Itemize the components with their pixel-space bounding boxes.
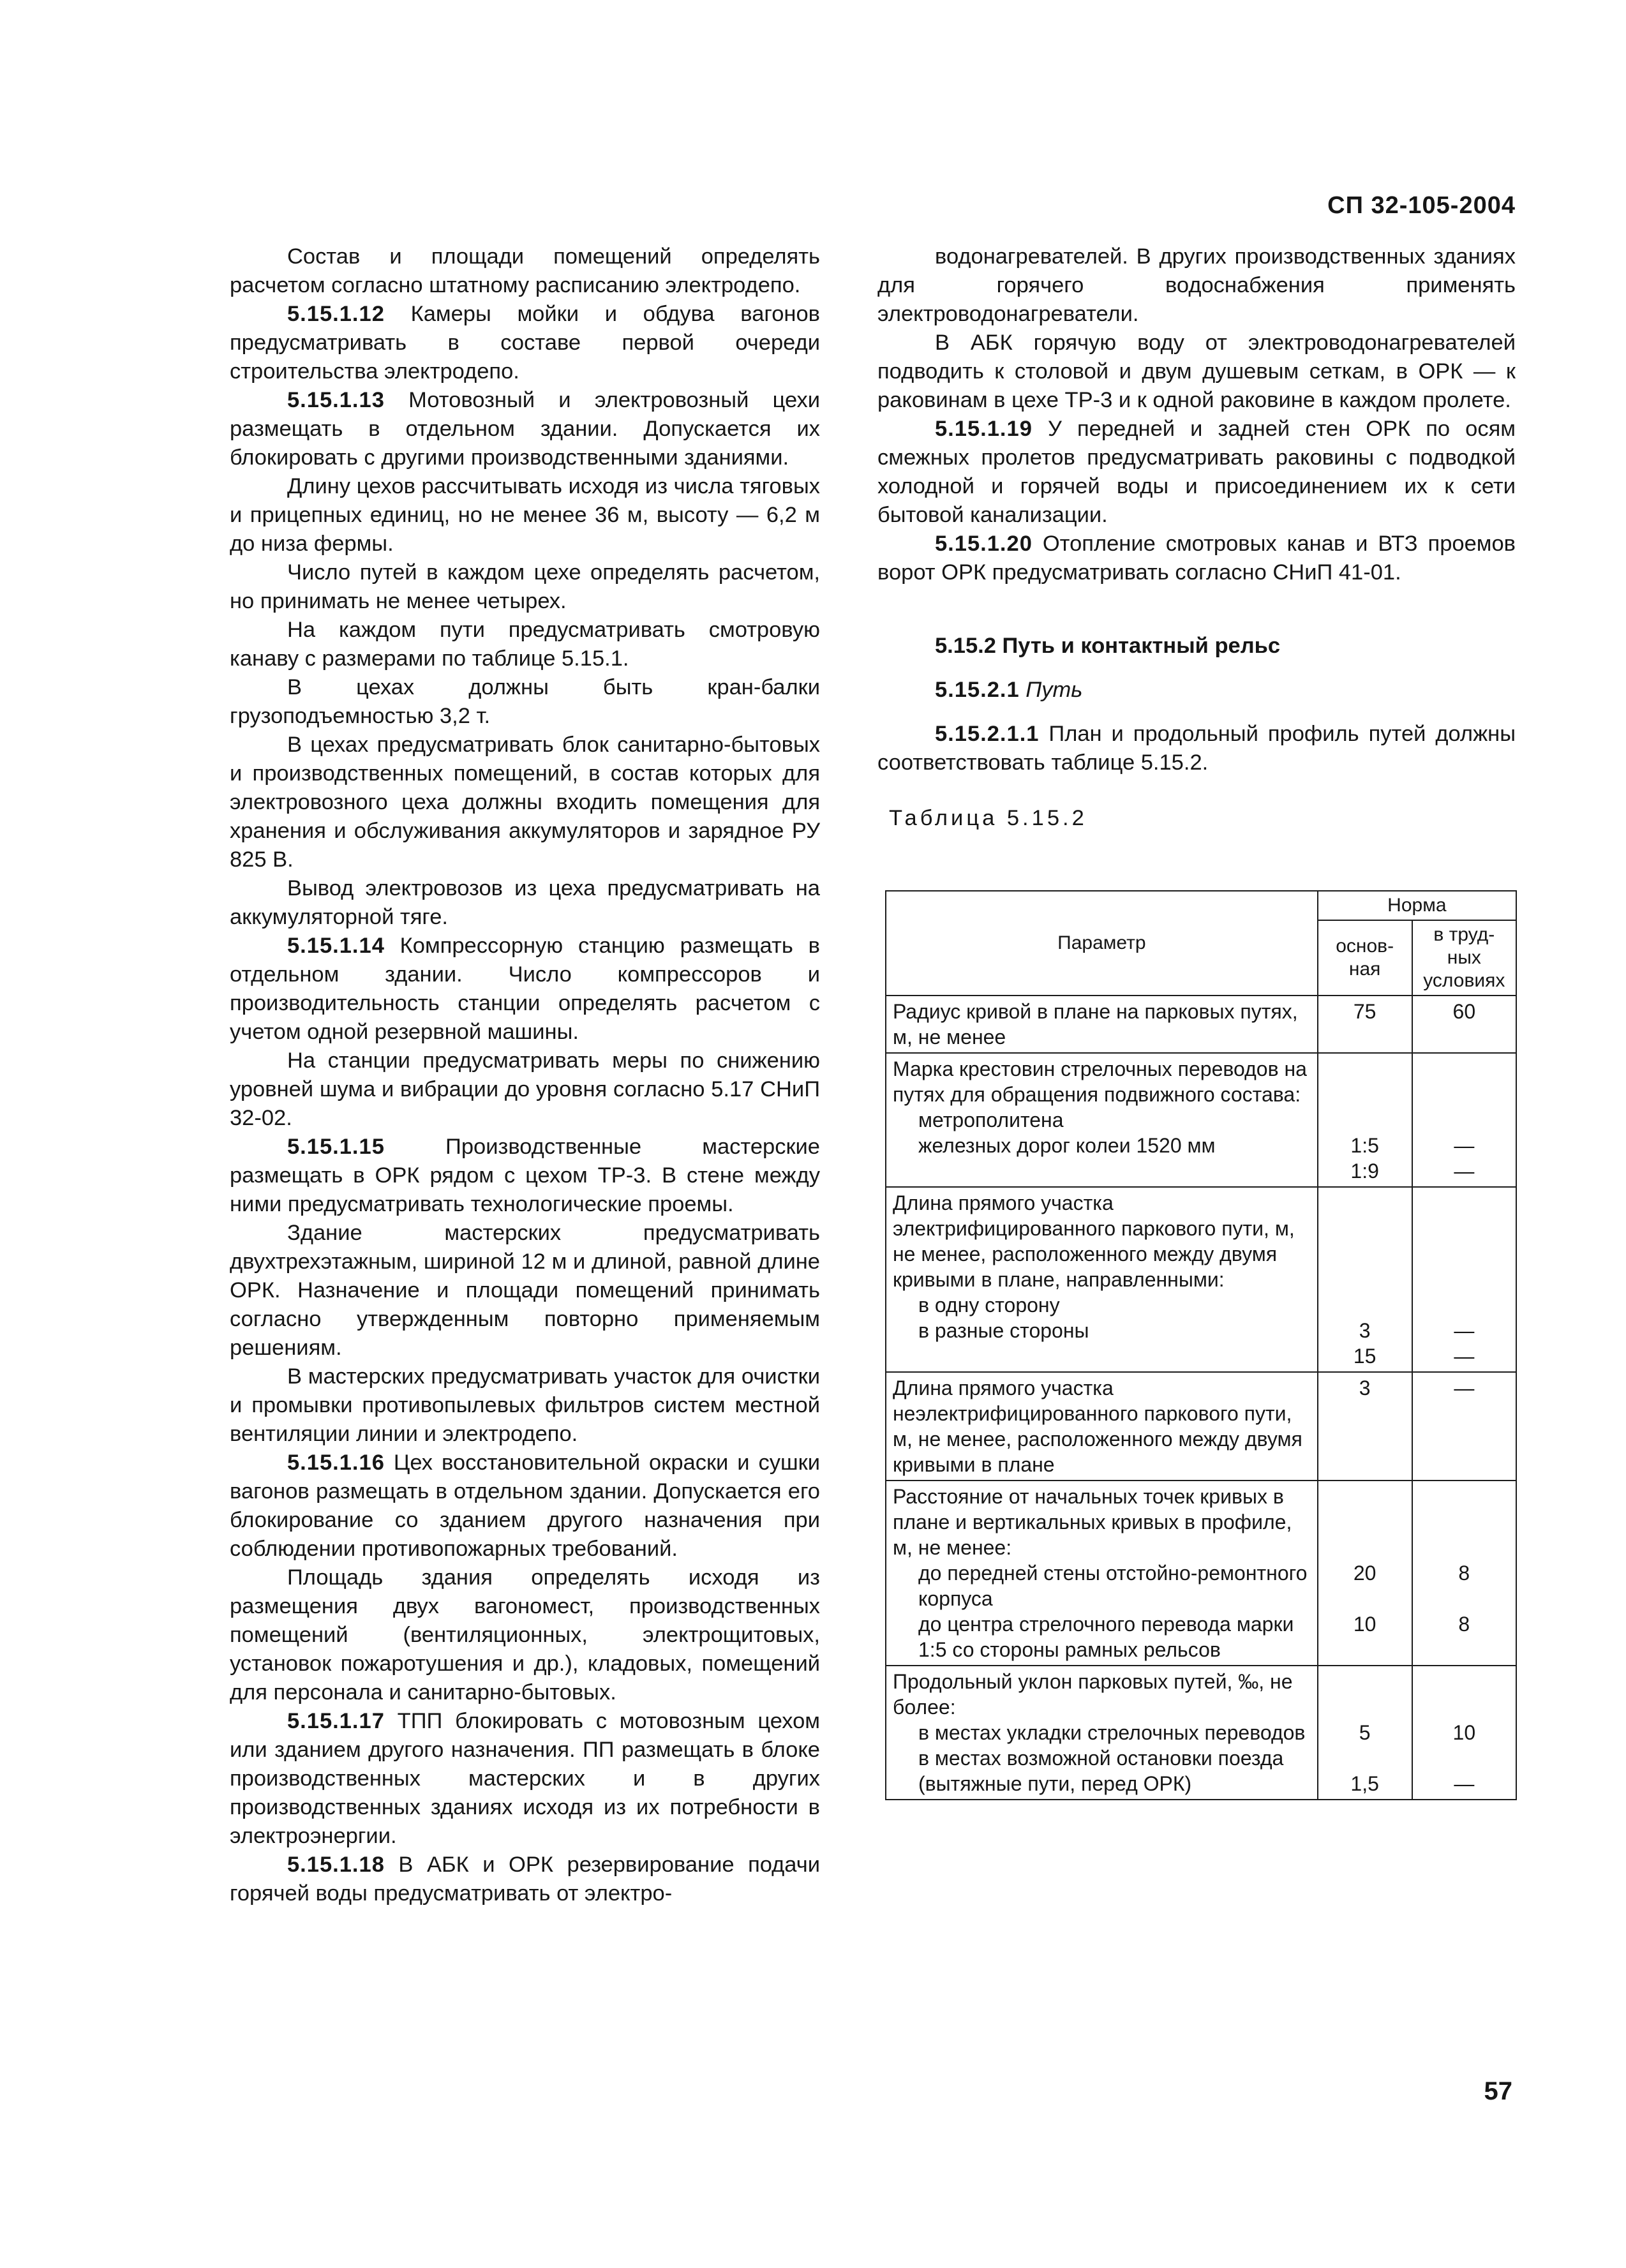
sub-difficult-value: — [1454, 1345, 1475, 1368]
row-basic [1318, 1481, 1412, 1666]
row-param: Радиус кривой в плане на парковых путях, м, не менее [886, 996, 1318, 1053]
paragraph-number: 5.15.1.17 [287, 1709, 385, 1733]
row-sub-param: железных дорог колеи 1520 мм [918, 1134, 1216, 1157]
paragraph-text: В цехах должны быть кран-балки грузоподъемностью 3,2 т. [230, 675, 820, 728]
paragraph [230, 472, 820, 558]
sub-basic-value: 10 [1353, 1613, 1376, 1636]
row-param-text: Длина прямого участка электрифицированного паркового пути, м, не менее, расположенного между двумя кривыми в плане, направленными: [893, 1191, 1295, 1291]
paragraph [230, 673, 820, 731]
paragraph-number: 5.15.1.12 [287, 302, 385, 326]
paragraph-text: Производственные мастерские размещать в ОРК рядом с цехом ТР-3. В стене между ними предусматривать технологические проемы. [230, 1135, 820, 1216]
paragraph-text: Вывод электровозов из цеха предусматривать на аккумуляторной тяге. [230, 876, 820, 929]
row-param-text: Продольный уклон парковых путей, ‰, не более: [893, 1670, 1293, 1719]
paragraph-text: На станции предусматривать меры по снижению уровней шума и вибрации до уровня согласно 5.17 СНиП 32-02. [230, 1048, 820, 1130]
sub-difficult-value: 10 [1452, 1721, 1476, 1744]
sub-basic-value: 5 [1359, 1721, 1371, 1744]
row-param [886, 1481, 1318, 1666]
row-difficult [1412, 1481, 1516, 1666]
document-code: СП 32-105-2004 [1327, 192, 1516, 219]
paragraph-text: Компрессорную станцию размещать в отдельном здании. Число компрессоров и производительность станции определять расчетом с учетом одной резервной машины. [230, 934, 820, 1044]
paragraph [230, 731, 820, 874]
paragraph-number: 5.15.2.1.1 [935, 722, 1040, 746]
left-column [230, 242, 820, 1908]
row-basic [1318, 1666, 1412, 1800]
row-basic: 3 [1318, 1372, 1412, 1481]
paragraph-text: Площадь здания определять исходя из размещения двух вагономест, производственных помещений (вентиляционных, электрощитовых, установок пожаротушения и др.), кладовых, помещений для персонала и санитарно-бытовых. [230, 1565, 820, 1705]
sub-difficult-value: — [1454, 1319, 1475, 1342]
paragraph-text: ТПП блокировать с мотовозным цехом или зданием другого назначения. ПП размещать в блоке производственных мастерских и в других производственных зданиях исходя из их потребности в электроэнергии. [230, 1709, 820, 1848]
row-difficult: 60 [1412, 996, 1516, 1053]
header-difficult: в труд-ных условиях [1412, 920, 1516, 996]
row-param-text: Расстояние от начальных точек кривых в плане и вертикальных кривых в профиле, м, не менее: [893, 1485, 1292, 1559]
section-title: 5.15.2 Путь и контактный рельс [935, 634, 1281, 658]
paragraph-text: водонагревателей. В других производственных зданиях для горячего водоснабжения применять электроводонагреватели. [877, 244, 1516, 326]
sub-difficult-value: — [1454, 1772, 1475, 1795]
table-row [886, 1481, 1516, 1666]
table-row [886, 1666, 1516, 1800]
paragraph [230, 1047, 820, 1133]
row-sub-param: в разные стороны [918, 1319, 1089, 1342]
subsection-number: 5.15.2.1 [935, 678, 1020, 702]
right-column [877, 242, 1516, 837]
row-sub-param: в одну сторону [918, 1294, 1060, 1317]
table-row [886, 1187, 1516, 1372]
table-row [886, 996, 1516, 1053]
paragraph-text: В мастерских предусматривать участок для очистки и промывки противопылевых фильтров систем местной вентиляции линии и электродепо. [230, 1364, 820, 1446]
paragraph-text: Число путей в каждом цехе определять расчетом, но принимать не менее четырех. [230, 560, 820, 613]
sub-basic-value: 20 [1353, 1562, 1376, 1585]
sub-basic-value: 1:5 [1350, 1134, 1379, 1157]
paragraph [230, 616, 820, 673]
table-row [886, 1372, 1516, 1481]
paragraph-text: В АБК и ОРК резервирование подачи горячей воды предусматривать от электро- [230, 1853, 820, 1906]
paragraph [877, 242, 1516, 329]
paragraph-number: 5.15.1.15 [287, 1135, 385, 1159]
row-basic [1318, 1053, 1412, 1187]
spec-table [885, 890, 1517, 1800]
paragraph-number: 5.15.1.19 [935, 417, 1033, 441]
paragraph-text: Здание мастерских предусматривать двухтрехэтажным, шириной 12 м и длиной, равной длине ОРК. Назначение и площади помещений принимать согласно утвержденным повторно применяемым решениям. [230, 1221, 820, 1360]
paragraph [230, 1362, 820, 1449]
paragraph [877, 329, 1516, 415]
paragraph [230, 1219, 820, 1362]
paragraph [230, 242, 820, 300]
row-sub-param: в местах возможной остановки поезда (вытяжные пути, перед ОРК) [918, 1747, 1284, 1795]
row-difficult [1412, 1187, 1516, 1372]
paragraph-text: Камеры мойки и обдува вагонов предусматривать в составе первой очереди строительства электродепо. [230, 302, 820, 384]
paragraph [230, 874, 820, 932]
sub-basic-value: 1,5 [1350, 1772, 1379, 1795]
row-param: Длина прямого участка неэлектрифицированного паркового пути, м, не менее, расположенного между двумя кривыми в плане [886, 1372, 1318, 1481]
row-sub-param: до передней стены отстойно-ремонтного корпуса [918, 1562, 1308, 1610]
paragraph [230, 300, 820, 386]
subsection-name: Путь [1026, 678, 1083, 702]
paragraph-text: Цех восстановительной окраски и сушки вагонов размещать в отдельном здании. Допускается его блокирование со зданием другого назначения при соблюдении противопожарных требований. [230, 1451, 820, 1561]
paragraph-number: 5.15.1.20 [935, 532, 1033, 556]
sub-difficult-value: — [1454, 1134, 1475, 1157]
paragraph [230, 386, 820, 472]
paragraph-number: 5.15.1.14 [287, 934, 385, 958]
paragraph-text: В цехах предусматривать блок санитарно-бытовых и производственных помещений, в состав которых для электровозного цеха должны входить помещения для хранения и обслуживания аккумуляторов и зарядное РУ 825 В. [230, 733, 820, 872]
row-basic [1318, 1187, 1412, 1372]
sub-difficult-value: 8 [1458, 1613, 1470, 1636]
sub-difficult-value: 8 [1458, 1562, 1470, 1585]
header-norm: Норма [1318, 891, 1516, 920]
paragraph [230, 1707, 820, 1851]
row-difficult: — [1412, 1372, 1516, 1481]
paragraph-text: Состав и площади помещений определять расчетом согласно штатному расписанию электродепо. [230, 244, 820, 297]
paragraph-text: Мотовозный и электровозный цехи размещать в отдельном здании. Допускается их блокировать с другими производственными зданиями. [230, 388, 820, 470]
paragraph-text: Длину цехов рассчитывать исходя из числа тяговых и прицепных единиц, но не менее 36 м, высоту — 6,2 м до низа фермы. [230, 474, 820, 556]
sub-difficult-value: — [1454, 1160, 1475, 1182]
paragraph [230, 1449, 820, 1563]
row-basic: 75 [1318, 996, 1412, 1053]
table-row [886, 1053, 1516, 1187]
paragraph-text: В АБК горячую воду от электроводонагревателей подводить к столовой и двум душевым сеткам, в ОРК — к раковинам в цехе ТР-3 и к одной раковине в каждом пролете. [877, 331, 1516, 412]
paragraph [877, 530, 1516, 587]
sub-basic-value: 15 [1353, 1345, 1376, 1368]
paragraph [877, 720, 1516, 777]
paragraph-number: 5.15.1.13 [287, 388, 385, 412]
paragraph-number: 5.15.1.18 [287, 1853, 385, 1877]
paragraph [877, 415, 1516, 530]
row-sub-param: до центра стрелочного перевода марки 1:5 со стороны рамных рельсов [918, 1613, 1294, 1661]
paragraph-number: 5.15.1.16 [287, 1451, 385, 1475]
header-parameter: Параметр [886, 891, 1318, 996]
paragraph [230, 1133, 820, 1219]
paragraph [230, 558, 820, 616]
paragraph-text: Отопление смотровых канав и ВТЗ проемов ворот ОРК предусматривать согласно СНиП 41-01. [877, 532, 1516, 585]
table-caption: Таблица 5.15.2 [889, 806, 1087, 830]
paragraph-text: У передней и задней стен ОРК по осям смежных пролетов предусматривать раковины с подводкой холодной и горячей воды и присоединением их к сети бытовой канализации. [877, 417, 1516, 527]
header-basic: основ-ная [1318, 920, 1412, 996]
row-difficult [1412, 1053, 1516, 1187]
row-difficult [1412, 1666, 1516, 1800]
paragraph-text: План и продольный профиль путей должны соответствовать таблице 5.15.2. [877, 722, 1516, 775]
paragraph [230, 1851, 820, 1908]
row-param [886, 1053, 1318, 1187]
row-sub-param: метрополитена [918, 1108, 1064, 1131]
table-header-row [886, 891, 1516, 920]
paragraph-text: На каждом пути предусматривать смотровую канаву с размерами по таблице 5.15.1. [230, 618, 820, 671]
row-param [886, 1666, 1318, 1800]
sub-basic-value: 3 [1359, 1319, 1371, 1342]
sub-basic-value: 1:9 [1350, 1160, 1379, 1182]
paragraph [230, 932, 820, 1047]
row-param-text: Марка крестовин стрелочных переводов на путях для обращения подвижного состава: [893, 1057, 1307, 1106]
row-sub-param: в местах укладки стрелочных переводов [918, 1721, 1306, 1744]
row-param [886, 1187, 1318, 1372]
paragraph [230, 1563, 820, 1707]
page-number: 57 [1484, 2077, 1512, 2105]
subsection-title [877, 676, 1516, 705]
